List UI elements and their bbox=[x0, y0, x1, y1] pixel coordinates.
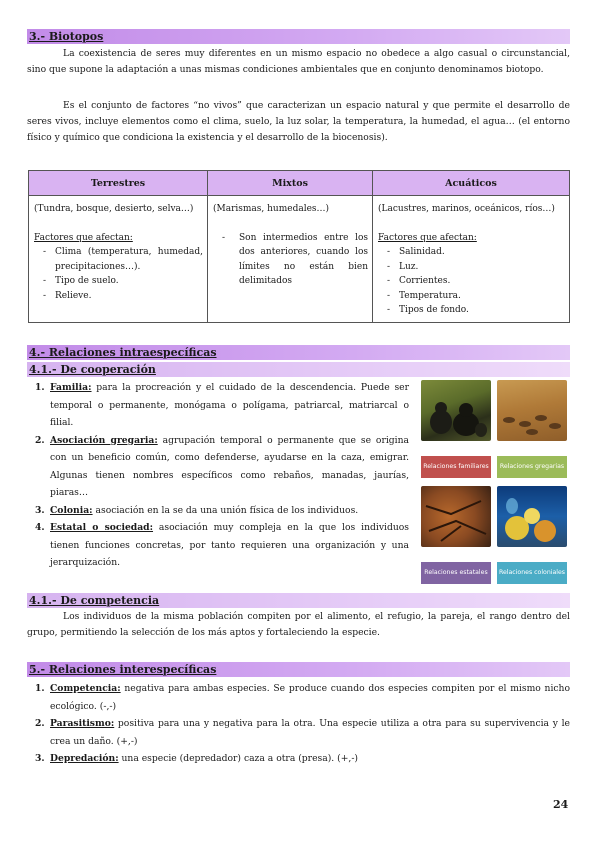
list-item bbox=[27, 502, 409, 520]
item-term: Estatal o sociedad: bbox=[50, 522, 154, 533]
cooperation-list bbox=[27, 379, 409, 572]
section-title: 3.- Biotopos bbox=[29, 30, 104, 43]
list-item bbox=[27, 519, 409, 572]
factors-label: Factores que afectan: bbox=[378, 232, 477, 243]
item-text: para la procreación y el cuidado de la descendencia. Puede ser temporal o permanente, monógama o polígama, patriarcal, matriarcal o filial. bbox=[50, 382, 409, 428]
item-text: una especie (depredador) caza a otra (presa). (+,-) bbox=[118, 753, 359, 764]
family-photo bbox=[421, 380, 491, 441]
cell-intro: (Lacustres, marinos, oceánicos, ríos…) bbox=[378, 204, 555, 214]
list-item: - Temperatura. bbox=[384, 289, 565, 304]
table-cell-terrestres bbox=[29, 196, 208, 323]
table-header: Mixtos bbox=[208, 171, 373, 196]
item-number: 3. bbox=[35, 504, 45, 516]
biotope-table bbox=[28, 170, 570, 323]
paragraph-competencia: Los individuos de la misma población compiten por el alimento, el refugio, la pareja, el rango dentro del grupo, permitiendo la selección de los más aptos y fortaleciendo la especie. bbox=[27, 611, 570, 638]
ant-colony-photo bbox=[421, 486, 491, 547]
item-term: Familia: bbox=[50, 382, 92, 393]
item-term: Asociación gregaria: bbox=[50, 434, 158, 446]
subsection-title: 4.1.- De cooperación bbox=[29, 363, 156, 376]
section-title: 5.- Relaciones interespecíficas bbox=[29, 663, 217, 676]
list-item: - Clima (temperatura, humedad, precipitaciones…). bbox=[40, 245, 203, 274]
item-number: 1. bbox=[35, 683, 45, 694]
item-term: Parasitismo: bbox=[50, 718, 115, 729]
item-text: agrupación temporal o permanente que se origina con un beneficio común, como defenderse, ayudarse en la caza, emigrar. Algunas tienen nombres específicos como rebaños, manadas, jaurías, piaras… bbox=[50, 434, 409, 498]
relations-image-collage bbox=[419, 378, 569, 588]
label-familiares: Relaciones familiares bbox=[421, 456, 491, 478]
item-term: Colonia: bbox=[50, 504, 93, 516]
item-text: negativa para ambas especies. Se produce cuando dos especies compiten por el mismo nicho ecológico. (-,-) bbox=[50, 683, 570, 712]
coral-illustration bbox=[497, 486, 567, 547]
item-number: 3. bbox=[35, 753, 45, 764]
subsection-heading-cooperacion bbox=[27, 362, 570, 377]
herd-photo bbox=[497, 380, 567, 441]
factors-label: Factores que afectan: bbox=[34, 232, 133, 243]
herd-illustration bbox=[497, 380, 567, 441]
item-term: Competencia: bbox=[50, 683, 121, 694]
ants-illustration bbox=[421, 486, 491, 547]
item-number: 2. bbox=[35, 718, 45, 729]
item-text: asociación muy compleja en la que los individuos tienen funciones concretas, por tanto requieren una organización y una jerarquización. bbox=[50, 522, 410, 568]
section-title: 4.- Relaciones intraespecíficas bbox=[29, 346, 217, 359]
label-coloniales: Relaciones coloniales bbox=[497, 562, 567, 584]
paragraph-biotopo-intro: La coexistencia de seres muy diferentes en un mismo espacio no obedece a algo casual o circunstancial, sino que supone la adaptación a unas mismas condiciones ambientales que en conjunto denominamos biotopo. bbox=[27, 48, 570, 75]
cell-intro: (Tundra, bosque, desierto, selva…) bbox=[34, 204, 194, 214]
list-item bbox=[27, 750, 570, 768]
section-heading-biotopos bbox=[27, 29, 570, 44]
item-text: positiva para una y negativa para la otra. Una especie utiliza a otra para su supervivencia y le crea un daño. (+,-) bbox=[50, 718, 570, 747]
list-item bbox=[27, 432, 409, 502]
item-text: asociación en la se da una unión física de los individuos. bbox=[92, 504, 359, 516]
subsection-title: 4.1.- De competencia bbox=[29, 594, 160, 607]
list-item bbox=[27, 379, 409, 432]
table-cell-mixtos bbox=[208, 196, 373, 323]
interspecific-list bbox=[27, 680, 570, 768]
label-estatales: Relaciones estatales bbox=[421, 562, 491, 584]
item-term: Depredación: bbox=[50, 753, 119, 764]
section-heading-intraespecificas bbox=[27, 345, 570, 360]
item-number: 2. bbox=[35, 434, 45, 446]
coral-colony-photo bbox=[497, 486, 567, 547]
list-item bbox=[27, 715, 570, 750]
section-heading-interespecificas bbox=[27, 662, 570, 677]
list-item: - Luz. bbox=[384, 260, 565, 275]
table-header: Terrestres bbox=[29, 171, 208, 196]
list-item: - Tipo de suelo. bbox=[40, 274, 203, 289]
list-item: - Tipos de fondo. bbox=[384, 303, 565, 318]
list-item bbox=[27, 680, 570, 715]
gorilla-family-illustration bbox=[421, 380, 491, 441]
table-cell-acuaticos bbox=[373, 196, 570, 323]
item-number: 4. bbox=[35, 522, 45, 533]
paragraph-biotopo-definition: Es el conjunto de factores “no vivos” que caracterizan un espacio natural y que permite el desarrollo de seres vivos, incluye elementos como el clima, suelo, la luz solar, la temperatura, la humedad, el agua… (el entorno físico y químico que condiciona la existencia y el desarrollo de la biocenosis). bbox=[27, 100, 570, 143]
list-item: - Son intermedios entre los dos anteriores, cuando los límites no están bien delimitados bbox=[219, 231, 368, 289]
subsection-heading-competencia bbox=[27, 593, 570, 608]
label-gregarias: Relaciones gregarias bbox=[497, 456, 567, 478]
list-item: - Relieve. bbox=[40, 289, 203, 304]
list-item: - Salinidad. bbox=[384, 245, 565, 260]
list-item: - Corrientes. bbox=[384, 274, 565, 289]
cell-intro: (Marismas, humedales…) bbox=[213, 204, 330, 214]
item-number: 1. bbox=[35, 382, 45, 393]
table-header: Acuáticos bbox=[373, 171, 570, 196]
page-number: 24 bbox=[553, 798, 569, 811]
